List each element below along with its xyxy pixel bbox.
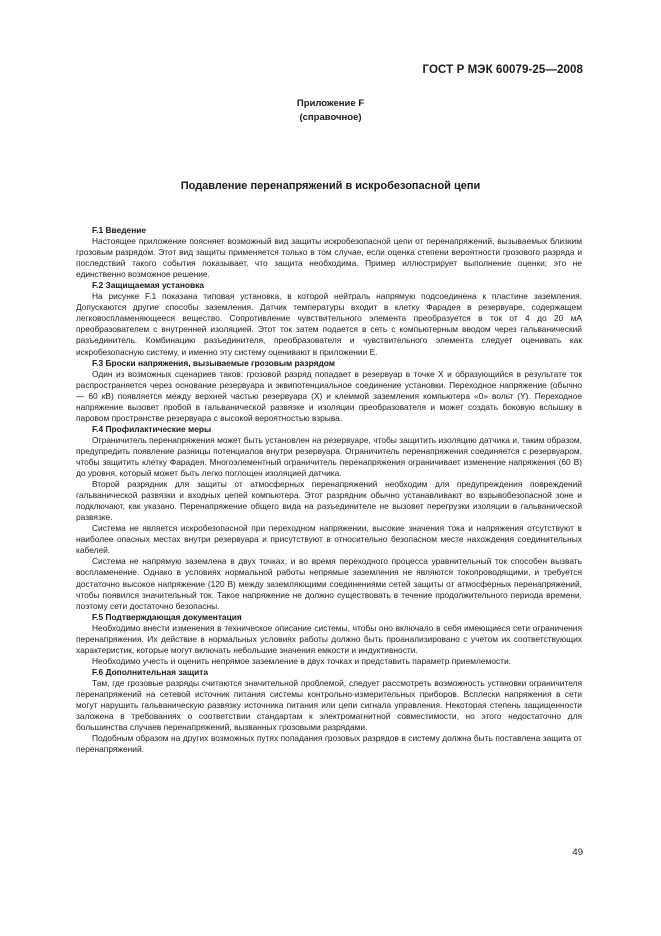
paragraph: Необходимо учесть и оценить непрямое заземление в двух точках и представить параметр приемлемости. [92, 655, 512, 666]
paragraph: Система не напрямую заземлена в двух точках, и во время переходного процесса уравнительный ток способен вызвать воспламенение. Однако в условиях нормальной работы непрямые заземления не являются токопроводящими, и требуется достаточно высокое напряжение (120 В) между заземляющими соединениями сетей защиты от атмосферных перенапряжений, чтобы появился значительный ток. Такое напряжение не должно существовать в течение продолжительного периода времени, поэтому сети достаточно безопасны. [76, 556, 582, 611]
paragraph: Второй разрядник для защиты от атмосферных перенапряжений необходим для предупреждения повреждений гальванической развязки и входных цепей компьютера. Этот разрядник обычно устанавливают во взрывобезопасной зоне и подключают, как указано. Перенапряжение общего вида на разъединителе не вызовет перегрузки изоляции в гальванической развязке. [76, 479, 582, 523]
appendix-kind: (справочное) [299, 112, 362, 123]
paragraph: Система не является искробезопасной при переходном напряжении, высокие значения тока и напряжения отсутствуют в наиболее опасных местах внутри резервуара и присутствуют в относительно безопасном месте нахождения соединительных кабелей. [76, 523, 582, 556]
paragraph: Там, где грозовые разряды считаются значительной проблемой, следует рассмотреть возможность установки ограничителя перенапряжений на сетевой источник питания системы контрольно-измерительных приборов. Всплески напряжения в сети могут нарушить гальваническую развязку источника питания или цепи сигнала управления. Некоторая степень защищенности заложена в требованиях о соответствии стандартам к электромагнитной совместимости, но этого недостаточно для большинства случаев перенапряжений, вызванных грозовыми разрядами. [76, 677, 582, 733]
standard-id: ГОСТ Р МЭК 60079-25—2008 [422, 64, 583, 76]
section-heading-f3: F.3 Броски напряжения, вызываемые грозовым разрядом [92, 357, 336, 368]
paragraph: Настоящее приложение поясняет возможный вид защиты искробезопасной цепи от перенапряжений, вызываемых близким грозовым разрядом. Этот вид защиты применяется только в том случае, если оценка степени вероятности грозового разряда и последствий такого события показывает, что защита необходима. Пример иллюстрирует выполнение оценки; это не единственно возможное решение. [76, 236, 582, 280]
paragraph: Ограничитель перенапряжения может быть установлен на резервуаре, чтобы защитить изоляцию датчика и, таким образом, предупредить появление разницы потенциалов внутри резервуара. Ограничитель перенапряжения соединяется с резервуаром, чтобы защитить клетку Фарадея. Многоэлементный ограничитель перенапряжения ограничивает изменение напряжения (60 В) до уровня, который может быть легко поглощен изоляцией датчика. [76, 434, 582, 479]
section-heading-f6: F.6 Дополнительная защита [92, 666, 209, 677]
section-heading-f1: F.1 Введение [92, 225, 147, 235]
page-number: 49 [572, 847, 583, 858]
document-body [76, 225, 582, 755]
paragraph: Один из возможных сценариев таков: грозовой разряд попадает в резервуар в точке X и образующийся в результате ток распространяется через основание резервуара и эквипотенциальное соединение установки. Переходное напряжение (обычно — 60 кВ) появляется между верхней частью резервуара (X) и клеммой заземления компьютера «0» вольт (Y). Переходное напряжение вызовет пробой в гальванической развязке и изоляции преобразователя и может создать боковую вспышку в паровом пространстве резервуара с высокой вероятностью взрыва. [76, 368, 582, 423]
document-title: Подавление перенапряжений в искробезопасной цепи [180, 180, 481, 192]
appendix-block [0, 97, 661, 125]
paragraph: На рисунке F.1 показана типовая установка, в которой нейтраль напрямую подсоединена к пластине заземления. Допускаются другие способы заземления. Датчик температуры входит в клетку Фарадея в резервуаре, содержащем легковоспламеняющееся вещество. Сопротивление чувствительного элемента преобразуется в ток от 4 до 20 мА преобразователем с внутренней изоляцией. Этот ток затем подается в сеть с компьютерным вводом через гальванический разъединитель. Комбинацию разъединителя, преобразователя и чувствительного элемента следует оценивать как искробезопасную систему, и именно эту систему оценивают в приложении Е. [76, 291, 582, 357]
section-heading-f2: F.2 Защищаемая установка [92, 280, 204, 291]
section-heading-f4: F.4 Профилактические меры [92, 423, 212, 434]
paragraph: Подобным образом на других возможных путях попадания грозовых разрядов в систему должна быть поставлена защита от перенапряжений. [76, 733, 582, 755]
appendix-label: Приложение F [296, 98, 365, 109]
paragraph: Необходимо внести изменения в техническое описание системы, чтобы оно включало в себя имеющиеся сети ограничения перенапряжения. Их действие в нормальных условиях работы должно быть проанализировано с учетом их соответствующих характеристик, которые могут включать небольшие значения емкости и индуктивности. [76, 622, 582, 655]
section-heading-f5: F.5 Подтверждающая документация [92, 611, 242, 622]
